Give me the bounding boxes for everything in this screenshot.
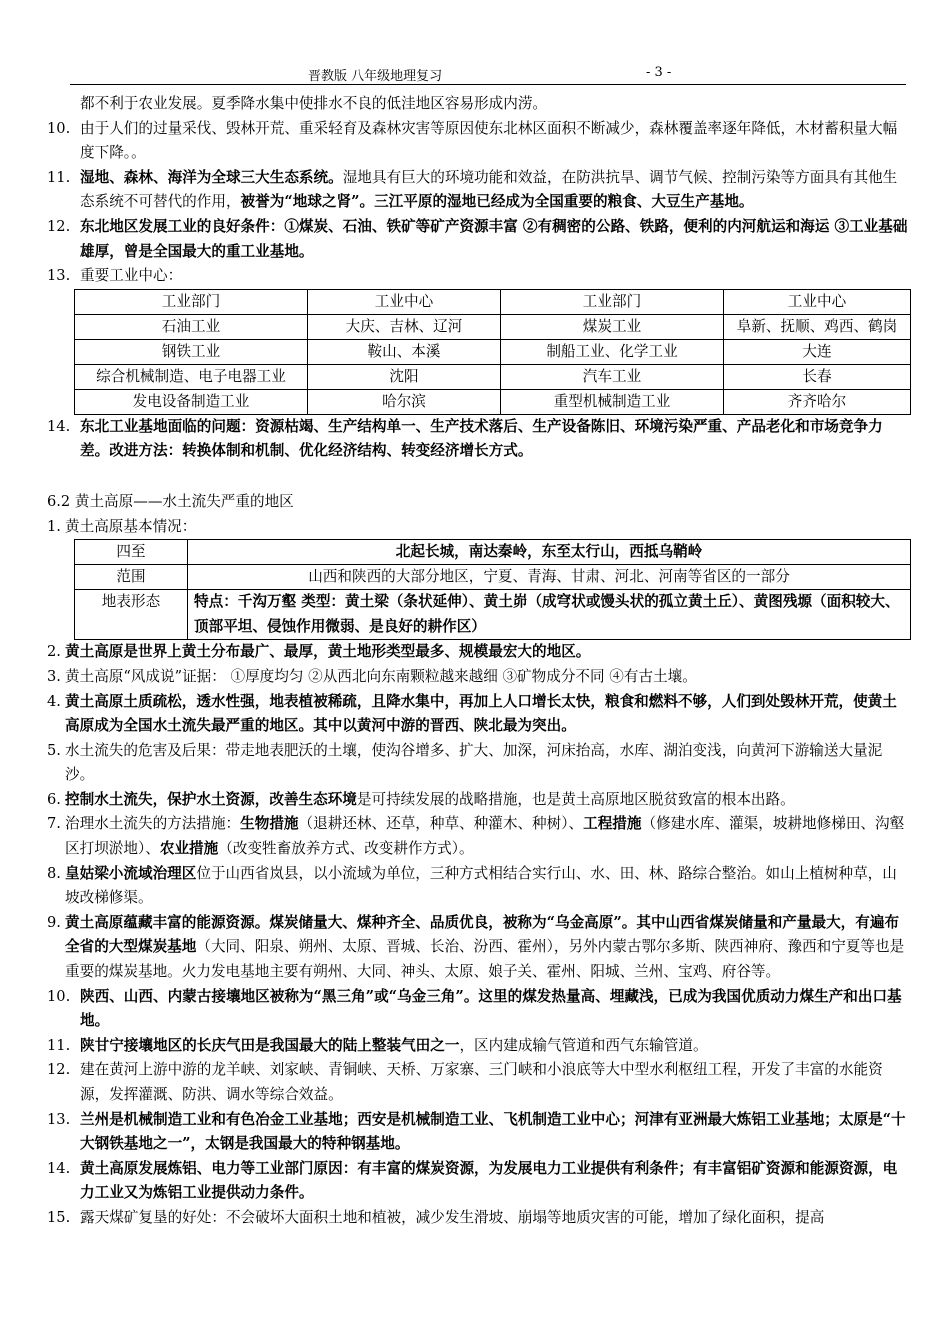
item-12: 12. 东北地区发展工业的良好条件：①煤炭、石油、铁矿等矿产资源丰富 ②有稠密的公路、铁路，便利的内河航运和海运 ③工业基础雄厚，曾是全国最大的重工业基地。 [47, 217, 908, 260]
table-header: 工业中心 [308, 289, 501, 314]
table-cell: 大庆、吉林、辽河 [308, 314, 501, 339]
table-cell: 长春 [724, 364, 911, 389]
table-cell: 北起长城，南达秦岭，东至太行山，西抵乌鞘岭 [188, 540, 911, 565]
page-number: - 3 - [646, 65, 672, 80]
table-cell: 哈尔滨 [308, 389, 501, 414]
item-s7: 7. 治理水土流失的方法措施：生物措施（退耕还林、还草，种草、种灌木、种树）、工程措施（修建水库、灌渠，坡耕地修梯田、沟壑区打坝淤地）、农业措施（改变牲畜放养方式、改变耕作方式）。 [47, 815, 905, 858]
table-cell: 齐齐哈尔 [724, 389, 911, 414]
item-s1: 1. 黄土高原基本情况： [47, 517, 197, 535]
item-s4: 4. 黄土高原土质疏松，透水性强，地表植被稀疏，且降水集中，再加上人口增长太快，粮食和燃料不够，人们到处毁林开荒，使黄土高原成为全国水土流失最严重的地区。其中以黄河中游的晋西、陕北最为突出。 [47, 692, 897, 735]
item-11: 11. 湿地、森林、海洋为全球三大生态系统。湿地具有巨大的环境功能和效益，在防洪抗旱、调节气候、控制污染等方面具有其他生态系统不可替代的作用，被誉为“地球之肾”。三江平原的湿地已经成为全国重要的粮食、大豆生产基地。 [47, 168, 898, 211]
table-row [75, 590, 911, 640]
table-row [75, 565, 911, 590]
table-label: 范围 [75, 565, 188, 590]
table-cell: 阜新、抚顺、鸡西、鹤岗 [724, 314, 911, 339]
table-row [75, 389, 911, 414]
item-s10: 10. 陕西、山西、内蒙古接壤地区被称为“黑三角”或“乌金三角”。这里的煤发热量高、埋藏浅，已成为我国优质动力煤生产和出口基地。 [47, 987, 902, 1030]
table-cell: 煤炭工业 [501, 314, 724, 339]
industry-table [74, 289, 911, 415]
table-row [75, 339, 911, 364]
header-title: 晋教版 八年级地理复习 [308, 69, 443, 84]
table-cell: 制船工业、化学工业 [501, 339, 724, 364]
item-10: 10. 由于人们的过量采伐、毁林开荒、重采轻育及森林灾害等原因使东北林区面积不断减少，森林覆盖率逐年降低，木材蓄积量大幅度下降。。 [47, 119, 898, 162]
table-row [75, 314, 911, 339]
table-header: 工业部门 [501, 289, 724, 314]
table-cell: 特点：千沟万壑 类型：黄土梁（条状延伸）、黄土峁（成穹状或馒头状的孤立黄土丘）、黄图残塬（面积较大、顶部平坦、侵蚀作用微弱、是良好的耕作区） [188, 590, 911, 640]
item-s8: 8. 皇姑梁小流域治理区位于山西省岚县，以小流域为单位，三种方式相结合实行山、水、田、林、路综合整治。如山上植树种草，山坡改梯修渠。 [47, 864, 897, 907]
table-row [75, 364, 911, 389]
loess-table [74, 539, 911, 640]
table-row [75, 540, 911, 565]
item-s13: 13. 兰州是机械制造工业和有色冶金工业基地；西安是机械制造工业、飞机制造工业中心；河津有亚洲最大炼铝工业基地；太原是“十大钢铁基地之一”，太钢是我国最大的特种钢基地。 [47, 1110, 906, 1153]
table-header-row [75, 289, 911, 314]
page-header [70, 62, 906, 85]
table-cell: 沈阳 [308, 364, 501, 389]
table-header: 工业中心 [724, 289, 911, 314]
page-content [47, 92, 909, 1231]
table-label: 四至 [75, 540, 188, 565]
item-s11: 11. 陕甘宁接壤地区的长庆气田是我国最大的陆上整装气田之一，区内建成输气管道和西气东输管道。 [47, 1036, 708, 1054]
table-cell: 综合机械制造、电子电器工业 [75, 364, 308, 389]
section-title: 6.2 黄土高原——水土流失严重的地区 [47, 492, 294, 510]
table-cell: 鞍山、本溪 [308, 339, 501, 364]
item-s2: 2. 黄土高原是世界上黄土分布最广、最厚，黄土地形类型最多、规模最宏大的地区。 [47, 643, 591, 661]
item-14: 14. 东北工业基地面临的问题：资源枯竭、生产结构单一、生产技术落后、生产设备陈旧、环境污染严重、产品老化和市场竞争力差。改进方法：转换体制和机制、优化经济结构、转变经济增长方式。 [47, 417, 883, 460]
table-label: 地表形态 [75, 590, 188, 640]
item-s14: 14. 黄土高原发展炼铝、电力等工业部门原因：有丰富的煤炭资源，为发展电力工业提供有利条件；有丰富铝矿资源和能源资源，电力工业又为炼铝工业提供动力条件。 [47, 1159, 898, 1202]
table-cell: 发电设备制造工业 [75, 389, 308, 414]
table-cell: 钢铁工业 [75, 339, 308, 364]
table-cell: 石油工业 [75, 314, 308, 339]
item-s5: 5. 水土流失的危害及后果：带走地表肥沃的土壤，使沟谷增多、扩大、加深，河床抬高，水库、湖泊变浅，向黄河下游输送大量泥沙。 [47, 741, 883, 784]
item-s12: 12. 建在黄河上游中游的龙羊峡、刘家峡、青铜峡、天桥、万家寨、三门峡和小浪底等大中型水利枢纽工程，开发了丰富的水能资源，发挥灌溉、防洪、调水等综合效益。 [47, 1061, 883, 1103]
table-cell: 大连 [724, 339, 911, 364]
item-s3: 3. 黄土高原“风成说”证据： ①厚度均匀 ②从西北向东南颗粒越来越细 ③矿物成分不同 ④有古土壤。 [47, 667, 697, 685]
item-s6: 6. 控制水土流失，保护水土资源，改善生态环境是可持续发展的战略措施，也是黄土高原地区脱贫致富的根本出路。 [47, 790, 795, 808]
table-cell: 山西和陕西的大部分地区，宁夏、青海、甘肃、河北、河南等省区的一部分 [188, 565, 911, 590]
table-header: 工业部门 [75, 289, 308, 314]
table-cell: 重型机械制造工业 [501, 389, 724, 414]
item-s15: 15. 露天煤矿复垦的好处：不会破坏大面积土地和植被，减少发生滑坡、崩塌等地质灾害的可能，增加了绿化面积，提高 [47, 1208, 825, 1226]
table-cell: 汽车工业 [501, 364, 724, 389]
item-13: 13. 重要工业中心： [47, 267, 183, 285]
item-s9: 9. 黄土高原蕴藏丰富的能源资源。煤炭储量大、煤种齐全、品质优良，被称为“乌金高原”。其中山西省煤炭储量和产量最大，有遍布全省的大型煤炭基地（大同、阳泉、朔州、太原、晋城、长治、汾西、霍州），另外内蒙古鄂尔多斯、陕西神府、豫西和宁夏等也是重要的煤炭基地。火力发电基地主要有朔州、大同、神头、太原、娘子关、霍州、阳城、兰州、宝鸡、府谷等。 [47, 913, 905, 981]
paragraph-continuation: 都不利于农业发展。夏季降水集中使排水不良的低洼地区容易形成内涝。 [80, 95, 548, 112]
